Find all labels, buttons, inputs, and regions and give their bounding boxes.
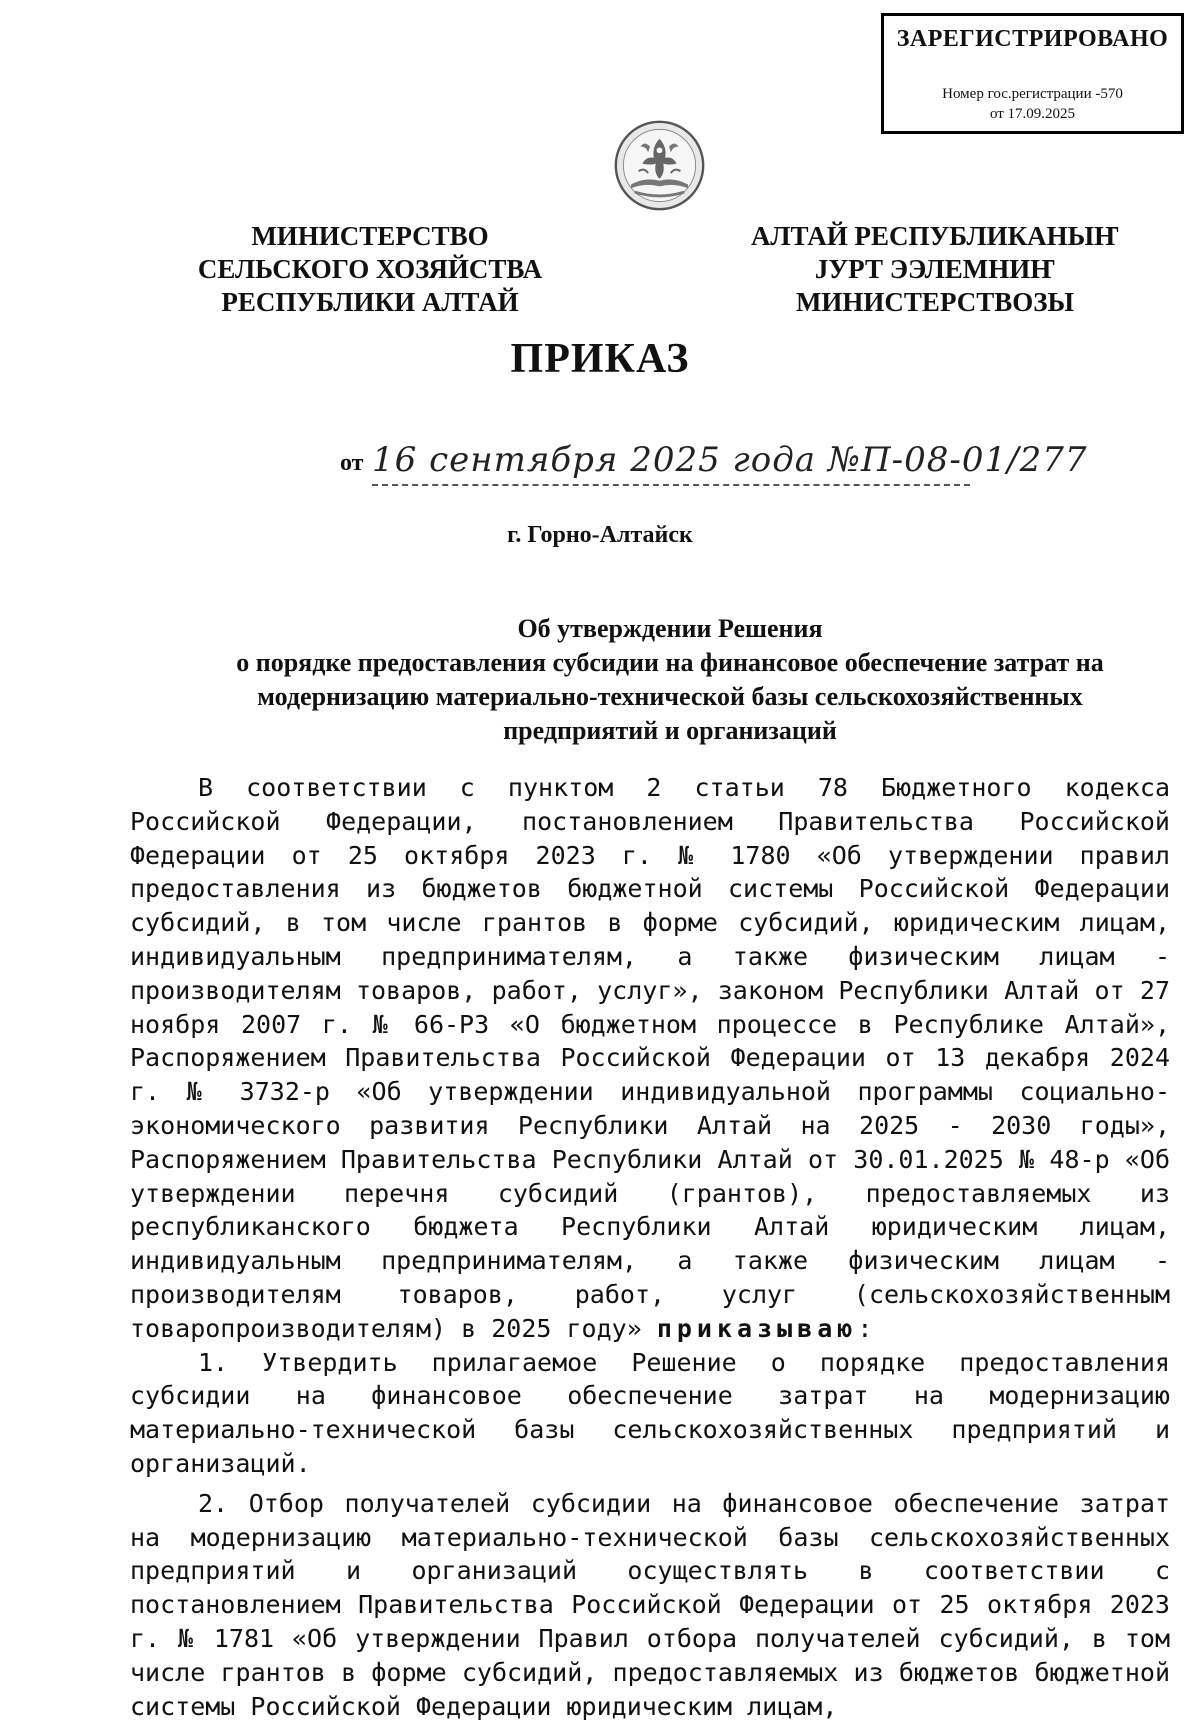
ministry-name-ru-line: МИНИСТЕРСТВО <box>251 221 489 251</box>
subject-line: о порядке предоставления субсидии на финансовое обеспечение затрат на <box>236 648 1104 677</box>
subject-line: модернизацию материально-технической базы сельскохозяйственных <box>257 682 1083 711</box>
stamp-reg-number: Номер гос.регистрации -570 <box>942 86 1123 102</box>
preamble-paragraph <box>130 771 1170 1346</box>
order-word: приказываю <box>656 1313 858 1343</box>
item-1-paragraph: 1. Утвердить прилагаемое Решение о порядке предоставления субсидии на финансовое обеспечение затрат на модернизацию материально-технической базы сельскохозяйственных предприятий и организаций. <box>130 1347 1170 1478</box>
handwritten-date-number: 16 сентября 2025 года №П-08-01/277 <box>372 440 1088 480</box>
ministry-name-ru-line: РЕСПУБЛИКИ АЛТАЙ <box>221 287 519 317</box>
order-date-number <box>340 440 1088 490</box>
ministry-name-altai <box>735 220 1135 319</box>
date-underline <box>372 484 970 486</box>
altai-republic-emblem-icon <box>612 118 707 213</box>
ministry-name-ru-line: СЕЛЬСКОГО ХОЗЯЙСТВА <box>197 254 543 284</box>
stamp-title: ЗАРЕГИСТРИРОВАНО <box>896 26 1169 52</box>
item-2-paragraph: 2. Отбор получателей субсидии на финансовое обеспечение затрат на модернизацию материально-технической базы сельскохозяйственных предприятий и организаций осуществлять в соответствии с постановлением Правительства Российской Федерации от 25 октября 2023 г. № 1781 «Об утверждении Правил отбора получателей субсидий, в том числе грантов в форме субсидий, предоставляемых из бюджетов бюджетной системы Российской Федерации юридическим лицам, <box>130 1488 1170 1721</box>
registration-stamp <box>881 13 1184 134</box>
order-colon: : <box>857 1313 873 1343</box>
subject-line: предприятий и организаций <box>503 716 837 745</box>
stamp-reg-date: от 17.09.2025 <box>989 106 1076 122</box>
document-title: ПРИКАЗ <box>510 336 690 382</box>
ministry-name-russian <box>185 220 555 319</box>
preamble-text: В соответствии с пунктом 2 статьи 78 Бюджетного кодекса Российской Федерации, постановлением Правительства Российской Федерации от 25 октября 2023 г. № 1780 «Об утверждении правил предоставления из бюджетов бюджетной системы Российской Федерации субсидий, в том числе грантов в форме субсидий, юридическим лицам, индивидуальным предпринимателям, а также физическим лицам - производителям товаров, работ, услуг», законом Республики Алтай от 27 ноября 2007 г. № 66-РЗ «О бюджетном процессе в Республике Алтай», Распоряжением Правительства Российской Федерации от 13 декабря 2024 г. № 3732-р «Об утверждении индивидуальной программы социально-экономического развития Республики Алтай на 2025 - 2030 годы», Распоряжением Правительства Республики Алтай от 30.01.2025 № 48-р «Об утверждении перечня субсидий (грантов), предоставляемых из республиканского бюджета Республики Алтай юридическим лицам, индивидуальным предпринимателям, а также физическим лицам - производителям товаров, работ, услуг (сельскохозяйственным товаропроизводителям) в 2025 году» <box>130 773 1170 1343</box>
ministry-name-alt-line: МИНИСТЕРСТВОЗЫ <box>795 287 1075 317</box>
ministry-name-alt-line: АЛТАЙ РЕСПУБЛИКАНЫҤ <box>750 221 1120 251</box>
date-prefix: от <box>340 450 364 476</box>
ministry-name-alt-line: ЈУРТ ЭЭЛЕМНИҤ <box>814 254 1056 284</box>
subject-line: Об утверждении Решения <box>517 614 823 643</box>
issue-city: г. Горно-Алтайск <box>507 522 693 548</box>
order-body <box>130 771 1170 1723</box>
order-subject <box>170 612 1170 748</box>
